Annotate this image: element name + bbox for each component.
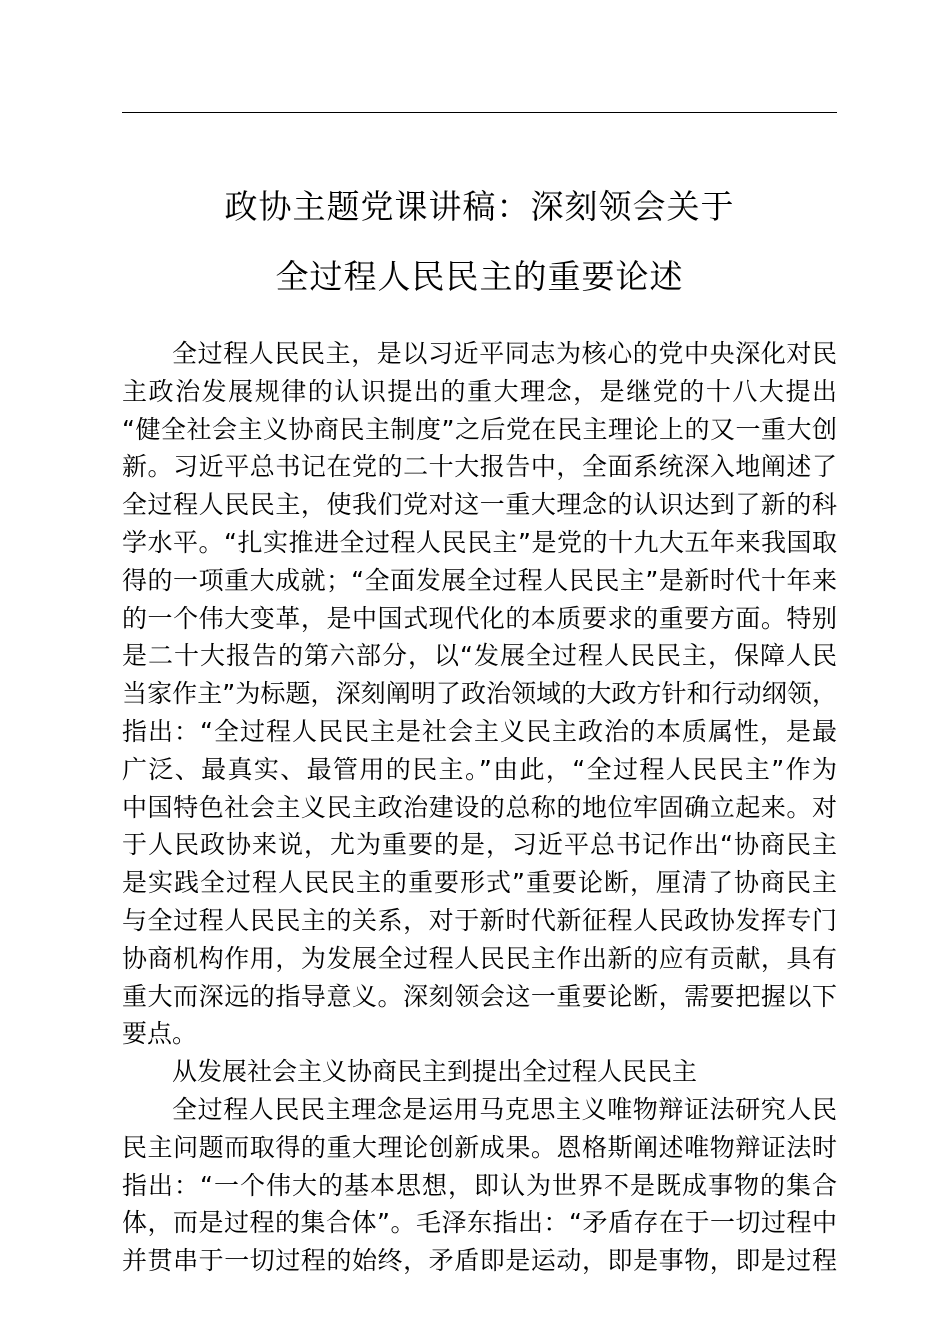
body-line: 体，而是过程的集合体”。毛泽东指出：“矛盾存在于一切过程中 (122, 1208, 837, 1238)
body-line: 主政治发展规律的认识提出的重大理念，是继党的十八大提出 (122, 376, 837, 406)
body-line: 指出：“全过程人民民主是社会主义民主政治的本质属性，是最 (122, 716, 837, 746)
body-line: 是实践全过程人民民主的重要形式”重要论断，厘清了协商民主 (122, 868, 837, 898)
body-line: 重大而深远的指导意义。深刻领会这一重要论断，需要把握以下 (122, 981, 837, 1011)
title-line-2: 全过程人民民主的重要论述 (275, 257, 684, 296)
body-line: 全过程人民民主，使我们党对这一重大理念的认识达到了新的科 (122, 490, 837, 520)
body-line: 全过程人民民主理念是运用马克思主义唯物辩证法研究人民 (172, 1094, 837, 1124)
body-line: 指出：“一个伟大的基本思想，即认为世界不是既成事物的集合 (122, 1170, 837, 1200)
title-line-1: 政协主题党课讲稿：深刻领会关于 (224, 187, 735, 226)
body-line: 新。习近平总书记在党的二十大报告中，全面系统深入地阐述了 (122, 452, 837, 482)
body-line: 于人民政协来说，尤为重要的是，习近平总书记作出“协商民主 (122, 830, 837, 860)
body-line: 从发展社会主义协商民主到提出全过程人民民主 (172, 1057, 698, 1087)
body-line: 当家作主”为标题，深刻阐明了政治领域的大政方针和行动纲领， (122, 679, 837, 709)
body-line: 得的一项重大成就；“全面发展全过程人民民主”是新时代十年来 (122, 565, 837, 595)
body-line: 并贯串于一切过程的始终，矛盾即是运动，即是事物，即是过程 (122, 1246, 837, 1276)
body-line: 全过程人民民主，是以习近平同志为核心的党中央深化对民 (172, 339, 837, 368)
body-line: 要点。 (122, 1019, 198, 1049)
body-line: 的一个伟大变革，是中国式现代化的本质要求的重要方面。特别 (122, 603, 837, 633)
body-line: 广泛、最真实、最管用的民主。”由此，“全过程人民民主”作为 (122, 754, 837, 784)
document-title (122, 172, 837, 312)
body-line: “健全社会主义协商民主制度”之后党在民主理论上的又一重大创 (122, 414, 837, 444)
body-line: 学水平。“扎实推进全过程人民民主”是党的十九大五年来我国取 (122, 527, 837, 557)
body-line: 与全过程人民民主的关系，对于新时代新征程人民政协发挥专门 (122, 905, 837, 935)
document-body (122, 335, 837, 1280)
body-line: 协商机构作用，为发展全过程人民民主作出新的应有贡献，具有 (122, 943, 837, 973)
body-line: 是二十大报告的第六部分，以“发展全过程人民民主，保障人民 (122, 641, 837, 671)
body-line: 民主问题而取得的重大理论创新成果。恩格斯阐述唯物辩证法时 (122, 1132, 837, 1162)
body-line: 中国特色社会主义民主政治建设的总称的地位牢固确立起来。对 (122, 792, 837, 822)
header-rule (122, 112, 837, 113)
